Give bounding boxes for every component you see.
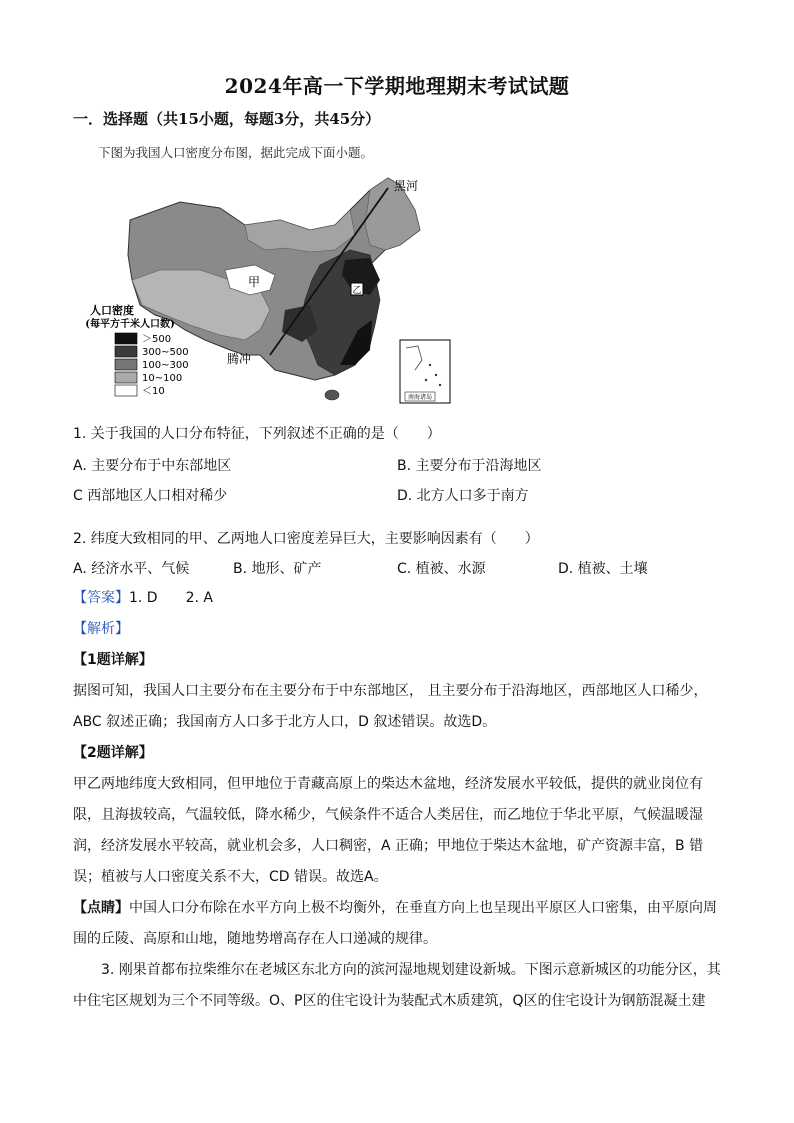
q2-option-d: D. 植被、土壤	[558, 561, 648, 577]
q2-option-b: B. 地形、矿产	[233, 561, 322, 577]
legend-label: ＜10	[142, 386, 165, 397]
legend-label: 100~300	[142, 360, 189, 371]
question-2-stem: 2. 纬度大致相同的甲、乙两地人口密度差异巨大，主要影响因素有（ ）	[73, 531, 539, 547]
tip-paragraph	[73, 893, 723, 955]
legend	[115, 333, 189, 397]
map-label-tengchong: 腾冲	[227, 352, 252, 366]
south-china-sea-inset	[400, 340, 450, 403]
inset-label: 南海诸岛	[407, 394, 433, 401]
analysis-line	[73, 614, 723, 645]
question-3-text: 3. 刚果首都布拉柴维尔在老城区东北方向的滨河湿地规划建设新城。下图示意新城区的功能分区，其中住宅区规划为三个不同等级。O、P区的住宅设计为装配式木质建筑，Q区的住宅设计为钢筋混凝土建	[73, 962, 721, 1009]
legend-title: 人口密度	[90, 304, 134, 317]
q1-option-d: D. 北方人口多于南方	[397, 488, 529, 504]
analysis-tag: 【解析】	[73, 621, 129, 637]
map-north	[245, 210, 355, 252]
answer-line	[73, 583, 723, 614]
legend-label: ＞500	[142, 334, 172, 345]
detail-2-heading: 【2题详解】	[73, 745, 153, 761]
q1-option-b: B. 主要分布于沿海地区	[397, 458, 542, 474]
answer-tag: 【答案】	[73, 590, 129, 606]
q1-option-a: A. 主要分布于中东部地区	[73, 458, 232, 474]
legend-label: 300~500	[142, 347, 189, 358]
detail-1-heading: 【1题详解】	[73, 652, 153, 668]
page-title: 2024年高一下学期地理期末考试试题	[224, 74, 570, 98]
q1-option-c: C 西部地区人口相对稀少	[73, 488, 228, 504]
detail-2-text: 甲乙两地纬度大致相同，但甲地位于青藏高原上的柴达木盆地，经济发展水平较低，提供的就业岗位有限，且海拔较高，气温较低，降水稀少，气候条件不适合人类居住，而乙地位于华北平原，气候温暖湿润，经济发展水平较高，就业机会多，人口稠密，A 正确；甲地位于柴达木盆地，矿产资源丰富，B 错误；植被与人口密度关系不大，CD 错误。故选A。	[73, 776, 704, 885]
q2-option-a: A. 经济水平、气候	[73, 561, 190, 577]
tip-text: 中国人口分布除在水平方向上极不均衡外，在垂直方向上也呈现出平原区人口密集，由平原向周围的丘陵、高原和山地，随地势增高存在人口递减的规律。	[73, 900, 717, 947]
map-hainan	[325, 390, 339, 400]
map-label-yi: 乙	[352, 286, 362, 296]
map-label-jia: 甲	[248, 275, 261, 289]
question-intro: 下图为我国人口密度分布图，据此完成下面小题。	[98, 145, 374, 160]
population-density-map	[70, 170, 460, 410]
legend-label: 10~100	[142, 373, 183, 384]
map-label-heihe: 黑河	[394, 179, 419, 193]
section-heading: 一．选择题（共15小题，每题3分，共45分）	[73, 110, 381, 128]
detail-1-text: 据图可知，我国人口主要分布在主要分布于中东部地区， 且主要分布于沿海地区，西部地区人口稀少，ABC 叙述正确；我国南方人口多于北方人口，D 叙述错误。故选D。	[73, 683, 708, 730]
legend-subtitle: (每平方千米人口数)	[85, 319, 175, 330]
tip-tag: 【点睛】	[73, 900, 129, 916]
q2-option-c: C. 植被、水源	[397, 561, 486, 577]
question-1-stem: 1. 关于我国的人口分布特征，下列叙述不正确的是（ ）	[73, 426, 441, 442]
answer-text: 1. D 2. A	[129, 590, 213, 606]
